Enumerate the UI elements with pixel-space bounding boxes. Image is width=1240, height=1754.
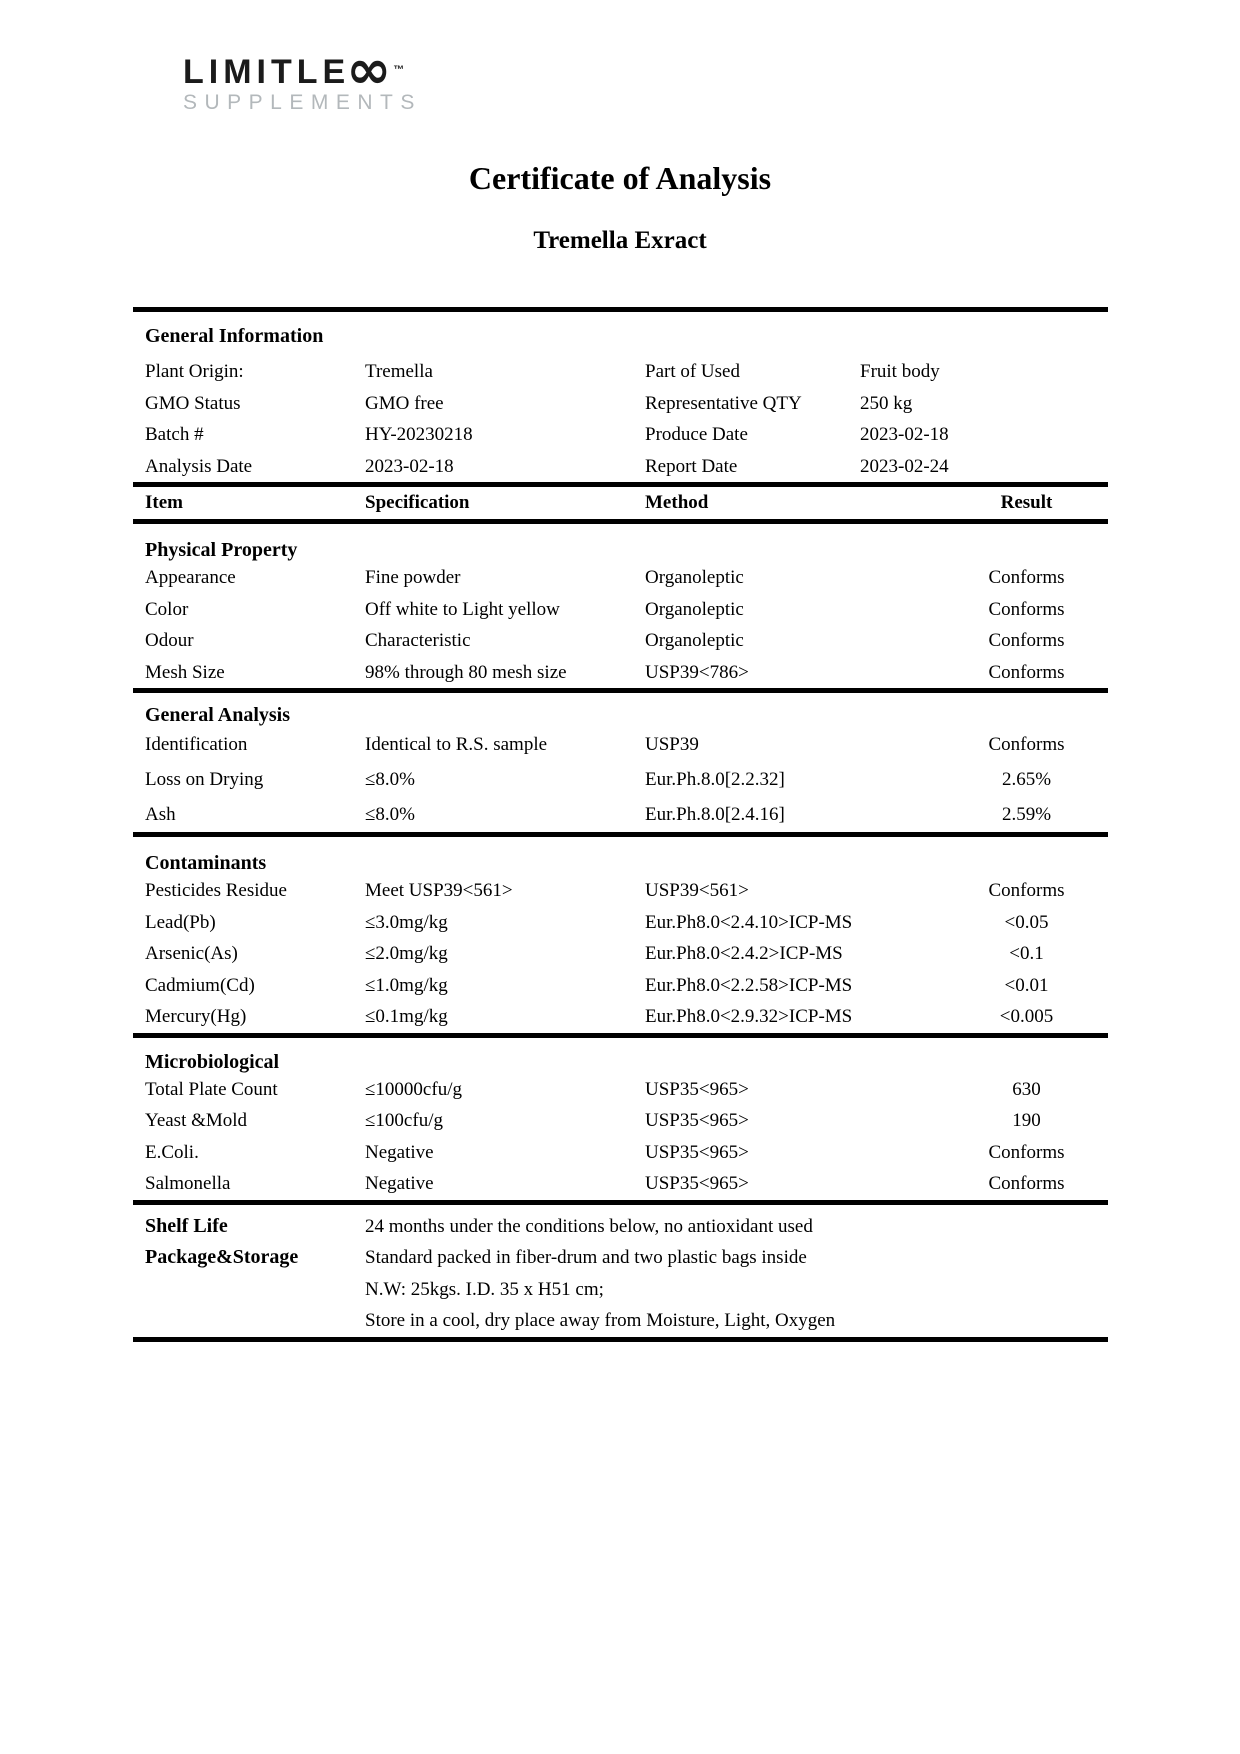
specification-cell: ≤0.1mg/kg bbox=[365, 1006, 448, 1027]
item-cell: Pesticides Residue bbox=[145, 880, 287, 901]
info-label: Part of Used bbox=[645, 361, 740, 382]
info-label: Report Date bbox=[645, 455, 738, 477]
storage-text: Store in a cool, dry place away from Moisture, Light, Oxygen bbox=[365, 1310, 836, 1331]
table-row bbox=[133, 875, 1108, 907]
info-label: Plant Origin: bbox=[145, 361, 244, 382]
info-value: HY-20230218 bbox=[365, 424, 473, 445]
info-label: GMO Status bbox=[145, 392, 241, 414]
storage-text: 24 months under the conditions below, no antioxidant used bbox=[365, 1215, 813, 1237]
info-value: GMO free bbox=[365, 392, 444, 414]
item-cell: Appearance bbox=[145, 567, 236, 588]
item-cell: Salmonella bbox=[145, 1173, 231, 1194]
method-cell: Eur.Ph8.0<2.2.58>ICP-MS bbox=[645, 974, 853, 996]
specification-cell: Off white to Light yellow bbox=[365, 598, 560, 620]
method-cell: USP39<561> bbox=[645, 880, 749, 901]
storage-text: Standard packed in fiber-drum and two plastic bags inside bbox=[365, 1247, 807, 1268]
section-heading: General Information bbox=[145, 325, 324, 347]
method-cell: USP35<965> bbox=[645, 1173, 749, 1194]
specification-cell: Fine powder bbox=[365, 567, 461, 588]
specification-cell: ≤3.0mg/kg bbox=[365, 911, 448, 933]
table-header-row bbox=[133, 487, 1108, 519]
storage-label bbox=[133, 1274, 365, 1306]
table-row bbox=[133, 797, 1108, 832]
info-value: 2023-02-24 bbox=[860, 455, 949, 477]
storage-section bbox=[133, 1205, 1108, 1337]
table-row bbox=[133, 1137, 1108, 1169]
info-label: Batch # bbox=[145, 424, 204, 445]
horizontal-rule bbox=[133, 1337, 1108, 1342]
storage-row bbox=[133, 1305, 1108, 1337]
specification-cell: Identical to R.S. sample bbox=[365, 734, 548, 755]
specification-cell: Negative bbox=[365, 1173, 434, 1194]
section-rows bbox=[133, 875, 1108, 1033]
logo-brand-text: LIMITLE bbox=[183, 53, 351, 91]
method-cell: Organoleptic bbox=[645, 567, 744, 588]
item-cell: E.Coli. bbox=[145, 1141, 199, 1163]
table-row bbox=[133, 1074, 1108, 1106]
storage-label bbox=[133, 1305, 365, 1337]
method-cell: USP35<965> bbox=[645, 1141, 749, 1163]
section-rows bbox=[133, 1074, 1108, 1200]
result-cell: 2.65% bbox=[1001, 769, 1052, 790]
item-cell: Mesh Size bbox=[145, 661, 225, 683]
info-row bbox=[133, 451, 1108, 483]
logo-subtitle: SUPPLEMENTS bbox=[183, 91, 422, 114]
method-cell: USP39 bbox=[645, 734, 699, 755]
info-value: 2023-02-18 bbox=[365, 455, 454, 477]
logo-wordmark: LIMITLE ∞ ™ bbox=[183, 38, 405, 101]
item-cell: Loss on Drying bbox=[145, 769, 264, 790]
item-cell: Mercury(Hg) bbox=[145, 1006, 247, 1027]
result-cell: <0.005 bbox=[999, 1006, 1054, 1027]
storage-row bbox=[133, 1274, 1108, 1306]
method-cell: Organoleptic bbox=[645, 598, 744, 620]
specification-cell: Negative bbox=[365, 1141, 434, 1163]
microbiological-section bbox=[133, 1038, 1108, 1200]
result-cell: Conforms bbox=[988, 880, 1065, 901]
item-cell: Ash bbox=[145, 804, 176, 825]
contaminants-section bbox=[133, 837, 1108, 1033]
result-cell: <0.05 bbox=[1004, 911, 1049, 933]
result-cell: Conforms bbox=[988, 661, 1065, 683]
result-cell: Conforms bbox=[988, 1173, 1065, 1194]
result-cell: <0.1 bbox=[1009, 943, 1044, 964]
info-value: 250 kg bbox=[860, 392, 913, 414]
info-label: Representative QTY bbox=[645, 392, 802, 414]
method-cell: Eur.Ph.8.0[2.2.32] bbox=[645, 769, 785, 790]
info-row bbox=[133, 388, 1108, 420]
method-cell: USP35<965> bbox=[645, 1078, 749, 1100]
storage-label: Package&Storage bbox=[145, 1246, 299, 1268]
specification-cell: Characteristic bbox=[365, 630, 471, 651]
info-value: Tremella bbox=[365, 361, 433, 382]
table-row bbox=[133, 938, 1108, 970]
method-cell: Eur.Ph8.0<2.4.2>ICP-MS bbox=[645, 943, 843, 964]
result-cell: Conforms bbox=[988, 598, 1065, 620]
method-cell: USP39<786> bbox=[645, 661, 749, 683]
table-row bbox=[133, 1168, 1108, 1200]
column-header-result: Result bbox=[1000, 492, 1053, 513]
result-cell: 630 bbox=[1012, 1078, 1041, 1100]
table-row bbox=[133, 1105, 1108, 1137]
specification-cell: 98% through 80 mesh size bbox=[365, 661, 567, 683]
info-label: Produce Date bbox=[645, 424, 748, 445]
column-header-specification: Specification bbox=[365, 492, 470, 513]
section-rows bbox=[133, 562, 1108, 688]
general-information-section bbox=[133, 312, 1108, 482]
item-cell: Yeast &Mold bbox=[145, 1110, 248, 1131]
method-cell: Organoleptic bbox=[645, 630, 744, 651]
document-title: Certificate of Analysis bbox=[468, 160, 772, 196]
trademark-symbol: ™ bbox=[393, 64, 405, 76]
info-row bbox=[133, 356, 1108, 388]
item-cell: Odour bbox=[145, 630, 194, 651]
table-row bbox=[133, 1001, 1108, 1033]
item-cell: Arsenic(As) bbox=[145, 943, 238, 964]
section-heading: Physical Property bbox=[145, 539, 298, 561]
result-cell: 190 bbox=[1012, 1110, 1041, 1131]
result-cell: 2.59% bbox=[1001, 804, 1052, 825]
item-cell: Cadmium(Cd) bbox=[145, 974, 255, 996]
info-value: 2023-02-18 bbox=[860, 424, 949, 445]
item-cell: Identification bbox=[145, 734, 248, 755]
item-cell: Total Plate Count bbox=[145, 1078, 278, 1100]
section-heading: General Analysis bbox=[145, 704, 291, 726]
method-cell: Eur.Ph8.0<2.9.32>ICP-MS bbox=[645, 1006, 853, 1027]
info-label: Analysis Date bbox=[145, 455, 253, 477]
method-cell: Eur.Ph.8.0[2.4.16] bbox=[645, 804, 785, 825]
specification-cell: ≤1.0mg/kg bbox=[365, 974, 448, 996]
table-row bbox=[133, 625, 1108, 657]
section-heading: Contaminants bbox=[145, 852, 267, 874]
info-row bbox=[133, 419, 1108, 451]
result-cell: Conforms bbox=[988, 567, 1065, 588]
method-cell: Eur.Ph8.0<2.4.10>ICP-MS bbox=[645, 911, 853, 933]
specification-cell: ≤10000cfu/g bbox=[365, 1078, 462, 1100]
specification-cell: ≤2.0mg/kg bbox=[365, 943, 448, 964]
method-cell: USP35<965> bbox=[645, 1110, 749, 1131]
table-row bbox=[133, 562, 1108, 594]
section-rows bbox=[133, 727, 1108, 832]
general-analysis-section bbox=[133, 693, 1108, 832]
storage-row bbox=[133, 1211, 1108, 1243]
table-row bbox=[133, 762, 1108, 797]
brand-logo bbox=[183, 38, 422, 115]
info-value: Fruit body bbox=[860, 361, 940, 382]
storage-row bbox=[133, 1242, 1108, 1274]
specification-cell: Meet USP39<561> bbox=[365, 880, 513, 901]
table-row bbox=[133, 970, 1108, 1002]
table-row bbox=[133, 594, 1108, 626]
result-cell: Conforms bbox=[988, 630, 1065, 651]
specification-cell: ≤8.0% bbox=[365, 769, 416, 790]
storage-text: N.W: 25kgs. I.D. 35 x H51 cm; bbox=[365, 1278, 604, 1300]
physical-property-section bbox=[133, 524, 1108, 688]
section-heading: Microbiological bbox=[145, 1050, 280, 1073]
column-header-item: Item bbox=[145, 492, 183, 513]
item-cell: Color bbox=[145, 598, 189, 620]
column-header-method: Method bbox=[645, 492, 709, 513]
result-cell: Conforms bbox=[988, 1141, 1065, 1163]
table-row bbox=[133, 907, 1108, 939]
table-row bbox=[133, 657, 1108, 689]
result-cell: <0.01 bbox=[1004, 974, 1049, 996]
specification-cell: ≤100cfu/g bbox=[365, 1110, 443, 1131]
result-cell: Conforms bbox=[988, 734, 1065, 755]
coa-table bbox=[133, 307, 1108, 1342]
specification-cell: ≤8.0% bbox=[365, 804, 416, 825]
general-information-rows bbox=[133, 356, 1108, 482]
product-name: Tremella Exract bbox=[533, 227, 707, 254]
table-row bbox=[133, 727, 1108, 762]
item-cell: Lead(Pb) bbox=[145, 911, 216, 933]
storage-label: Shelf Life bbox=[145, 1214, 228, 1237]
